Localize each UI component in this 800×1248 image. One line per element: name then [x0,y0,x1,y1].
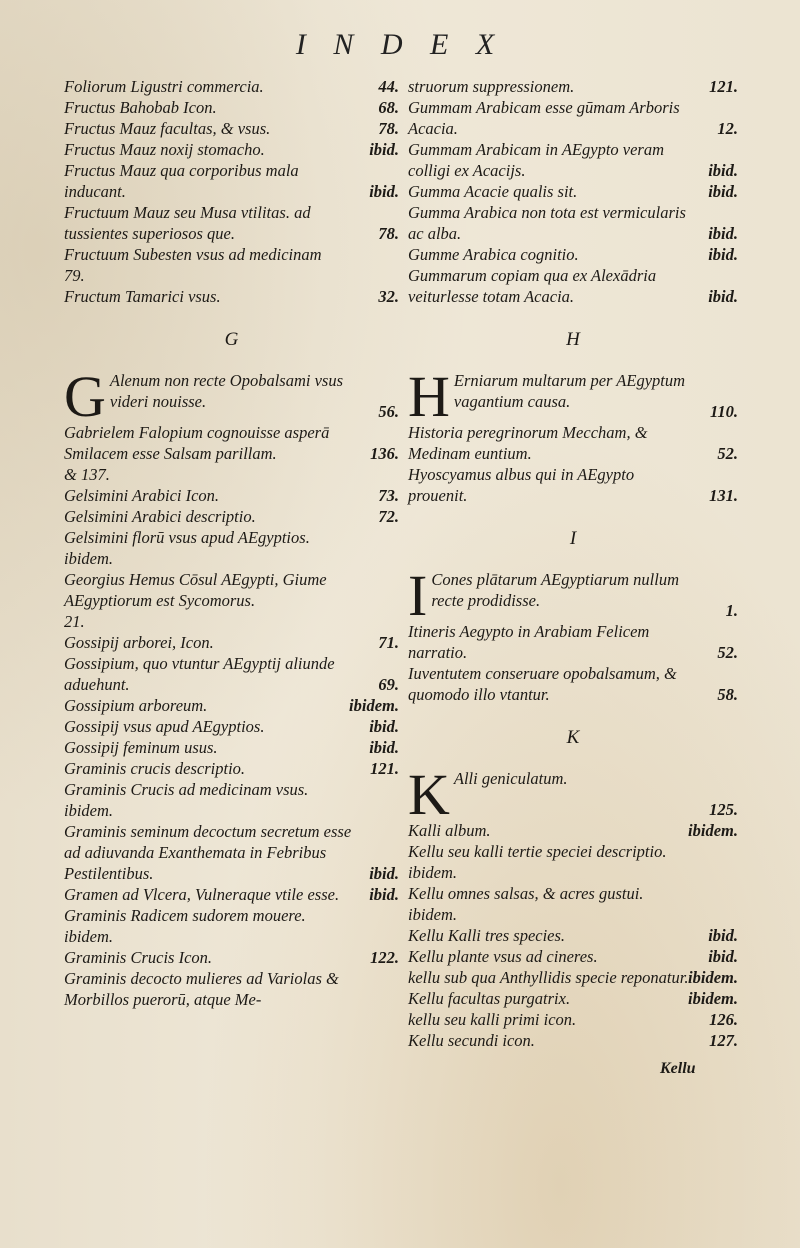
entry-text: Gossipij feminum usus. [64,738,218,757]
i-entries [408,621,738,705]
entry-page: 136. [370,444,399,463]
entry-text: Kellu seu kalli tertie speciei descriptio. [408,842,667,861]
index-entry [64,569,399,611]
entry-page: 52. [717,643,738,662]
entry-text: 79. [64,266,85,285]
entry-text: Hyoscyamus albus qui in AEgypto prouenit. [408,465,635,505]
entry-text: Graminis seminum decoctum secretum esse ad adiuvanda Exanthemata in Febribus Pestilentibus. [64,822,352,883]
index-entry [408,841,738,862]
index-entry [408,988,738,1009]
index-entry [64,139,399,160]
left-top-entries [64,76,399,307]
entry-text: kellu sub qua Anthyllidis specie reponatur. [408,968,689,987]
index-entry [64,653,399,695]
entry-text: Georgius Hemus Cōsul AEgypti, Giume AEgyptiorum est Sycomorus. [64,570,327,610]
entry-text: Gossipium, quo vtuntur AEgyptij aliunde aduehunt. [64,654,335,694]
entry-page: ibid. [369,864,399,883]
section-heading-g: G [224,329,239,350]
entry-page: 12. [717,119,738,138]
entry-page: 52. [717,444,738,463]
index-entry [64,632,399,653]
index-entry [64,244,399,265]
page-header: I N D E X [295,28,505,61]
entry-text: Fructus Bahobab Icon. [64,98,217,117]
entry-page: 69. [378,675,399,694]
entry-text: Fructus Mauz facultas, & vsus. [64,119,271,138]
h-first-text: Erniarum multarum per AEgyptum vagantium causa. [453,371,686,411]
h-first-entry [408,364,738,429]
entry-text: Kellu Kalli tres species. [408,926,566,945]
left-column [64,76,399,1010]
entry-text: Fructum Tamarici vsus. [64,287,221,306]
entry-page: ibid. [708,161,738,180]
index-entry [64,926,399,947]
index-entry [408,862,738,883]
index-entry [64,716,399,737]
index-entry [64,485,399,506]
index-entry [64,884,399,905]
entry-text: Gossipij arborei, Icon. [64,633,214,652]
entry-text: Itineris Aegypto in Arabiam Felicem narratio. [408,622,650,662]
entry-page: 72. [378,507,399,526]
entry-text: 21. [64,612,85,631]
index-entry [408,464,738,506]
entry-text: Gummarum copiam qua ex Alexādria veiturlesse totam Acacia. [408,266,657,306]
entry-text: Fructuum Mauz seu Musa vtilitas. ad tussientes superiosos que. [64,203,311,243]
index-entry [64,464,399,485]
k-first-text: Alli geniculatum. [453,769,568,788]
entry-page: ibidem. [349,696,399,715]
index-entry [408,925,738,946]
index-entry [408,181,738,202]
entry-text: Kellu plante vsus ad cineres. [408,947,598,966]
entry-text: & 137. [64,465,110,484]
entry-page: ibid. [708,287,738,306]
index-entry [64,758,399,779]
index-entry [408,621,738,663]
entry-page: ibid. [369,140,399,159]
entry-text: Graminis decocto mulieres ad Variolas & Morbillos puerorū, atque Me- [64,969,339,1009]
entry-text: Gelsimini florū vsus apud AEgyptios. [64,528,310,547]
index-entry [64,800,399,821]
index-entry [64,506,399,527]
entry-page: 121. [709,77,738,96]
entry-text: ibidem. [64,927,114,946]
entry-page: 121. [370,759,399,778]
entry-text: Kellu omnes salsas, & acres gustui. [408,884,644,903]
entry-page: 78. [378,224,399,243]
entry-text: Fructuum Subesten vsus ad medicinam [64,245,322,264]
index-entry [64,905,399,926]
entry-text: ibidem. [64,801,114,820]
h-first-page: 110. [710,402,738,421]
entry-text: ibidem. [408,905,458,924]
index-entry [64,947,399,968]
entry-text: Gossipij vsus apud AEgyptios. [64,717,265,736]
entry-page: ibidem. [688,821,738,840]
index-entry [64,527,399,548]
entry-text: Gumme Arabica cognitio. [408,245,579,264]
entry-page: 122. [370,948,399,967]
index-entry [64,76,399,97]
entry-text: Graminis Radicem sudorem mouere. [64,906,306,925]
entry-page: 32. [378,287,399,306]
index-entry [408,202,738,244]
index-entry [408,967,738,988]
entry-text: struorum suppressionem. [408,77,575,96]
h-entries [408,422,738,506]
entry-page: ibid. [708,926,738,945]
entry-text: Gramen ad Vlcera, Vulneraque vtile esse. [64,885,340,904]
k-first-page: 125. [709,800,738,819]
index-entry [408,422,738,464]
entry-text: Gummam Arabicam esse gūmam Arboris Acacia. [408,98,680,138]
entry-page: 131. [709,486,738,505]
entry-text: Graminis crucis descriptio. [64,759,246,778]
i-first-page: 1. [725,601,738,620]
index-entry [408,97,738,139]
entry-text: Gelsimini Arabici Icon. [64,486,220,505]
i-first-text: Cones plātarum AEgyptiarum nullum recte prodidisse. [431,570,679,610]
section-heading-i: I [569,528,577,549]
index-entry [408,76,738,97]
index-entry [408,265,738,307]
index-entry [64,265,399,286]
index-entry [408,904,738,925]
section-heading-k: K [566,727,580,748]
entry-text: kellu seu kalli primi icon. [408,1010,577,1029]
entry-text: Kellu secundi icon. [408,1031,535,1050]
index-entry [64,779,399,800]
entry-text: Kellu facultas purgatrix. [408,989,571,1008]
entry-page: ibid. [708,224,738,243]
g-first-entry [64,364,399,429]
entry-page: ibid. [708,245,738,264]
index-entry [408,883,738,904]
g-first-text: Alenum non recte Opobalsami vsus videri nouisse. [109,371,343,411]
catchword: Kellu [660,1060,696,1077]
entry-page: ibid. [369,182,399,201]
entry-page: ibid. [369,717,399,736]
entry-page: ibidem. [688,989,738,1008]
entry-text: Gossipium arboreum. [64,696,208,715]
entry-text: Graminis Crucis ad medicinam vsus. [64,780,309,799]
index-entry [408,946,738,967]
index-entry [64,118,399,139]
g-entries [64,422,399,1010]
k-entries [408,820,738,1051]
entry-text: Graminis Crucis Icon. [64,948,213,967]
index-entry [408,1030,738,1051]
index-entry [408,820,738,841]
index-entry [64,548,399,569]
entry-page: 44. [378,77,399,96]
index-entry [64,968,399,1010]
entry-text: ibidem. [408,863,458,882]
entry-page: 68. [378,98,399,117]
index-entry [64,97,399,118]
entry-text: Fructus Mauz noxij stomacho. [64,140,265,159]
index-entry [408,139,738,181]
entry-text: Kalli album. [408,821,491,840]
index-entry [408,663,738,705]
index-entry [64,202,399,244]
entry-page: 73. [378,486,399,505]
entry-text: ibidem. [64,549,114,568]
entry-page: ibid. [708,182,738,201]
entry-page: 58. [717,685,738,704]
index-entry [408,1009,738,1030]
i-first-entry [408,563,738,628]
index-entry [64,737,399,758]
entry-page: 126. [709,1010,738,1029]
drop-cap-k: K [408,762,450,827]
entry-text: Gelsimini Arabici descriptio. [64,507,256,526]
index-entry [64,611,399,632]
right-top-entries [408,76,738,307]
entry-text: Gabrielem Falopium cognouisse asperā Smilacem esse Salsam parillam. [64,423,330,463]
index-entry [408,244,738,265]
entry-page: 127. [709,1031,738,1050]
drop-cap-h: H [408,364,450,429]
entry-page: ibid. [369,738,399,757]
drop-cap-i: I [408,563,428,628]
g-first-page: 56. [378,402,399,421]
entry-text: Fructus Mauz qua corporibus mala inducant. [64,161,299,201]
entry-text: Gumma Acacie qualis sit. [408,182,578,201]
entry-text: Historia peregrinorum Meccham, & Medinam euntium. [408,423,648,463]
index-entry [64,160,399,202]
section-heading-h: H [566,329,580,350]
entry-text: Foliorum Ligustri commercia. [64,77,264,96]
index-entry [64,286,399,307]
entry-page: 71. [378,633,399,652]
drop-cap-g: G [64,364,106,429]
k-first-entry [408,762,738,827]
entry-text: Gummam Arabicam in AEgypto veram colligi ex Acacijs. [408,140,665,180]
index-entry [64,422,399,464]
entry-page: ibid. [708,947,738,966]
entry-page: 78. [378,119,399,138]
index-entry [64,821,399,884]
entry-page: ibid. [369,885,399,904]
entry-text: Iuventutem conseruare opobalsamum, & quomodo illo vtantur. [408,664,677,704]
entry-page: ibidem. [688,968,738,987]
right-column [408,76,738,1051]
entry-text: Gumma Arabica non tota est vermicularis ac alba. [408,203,686,243]
index-entry [64,695,399,716]
